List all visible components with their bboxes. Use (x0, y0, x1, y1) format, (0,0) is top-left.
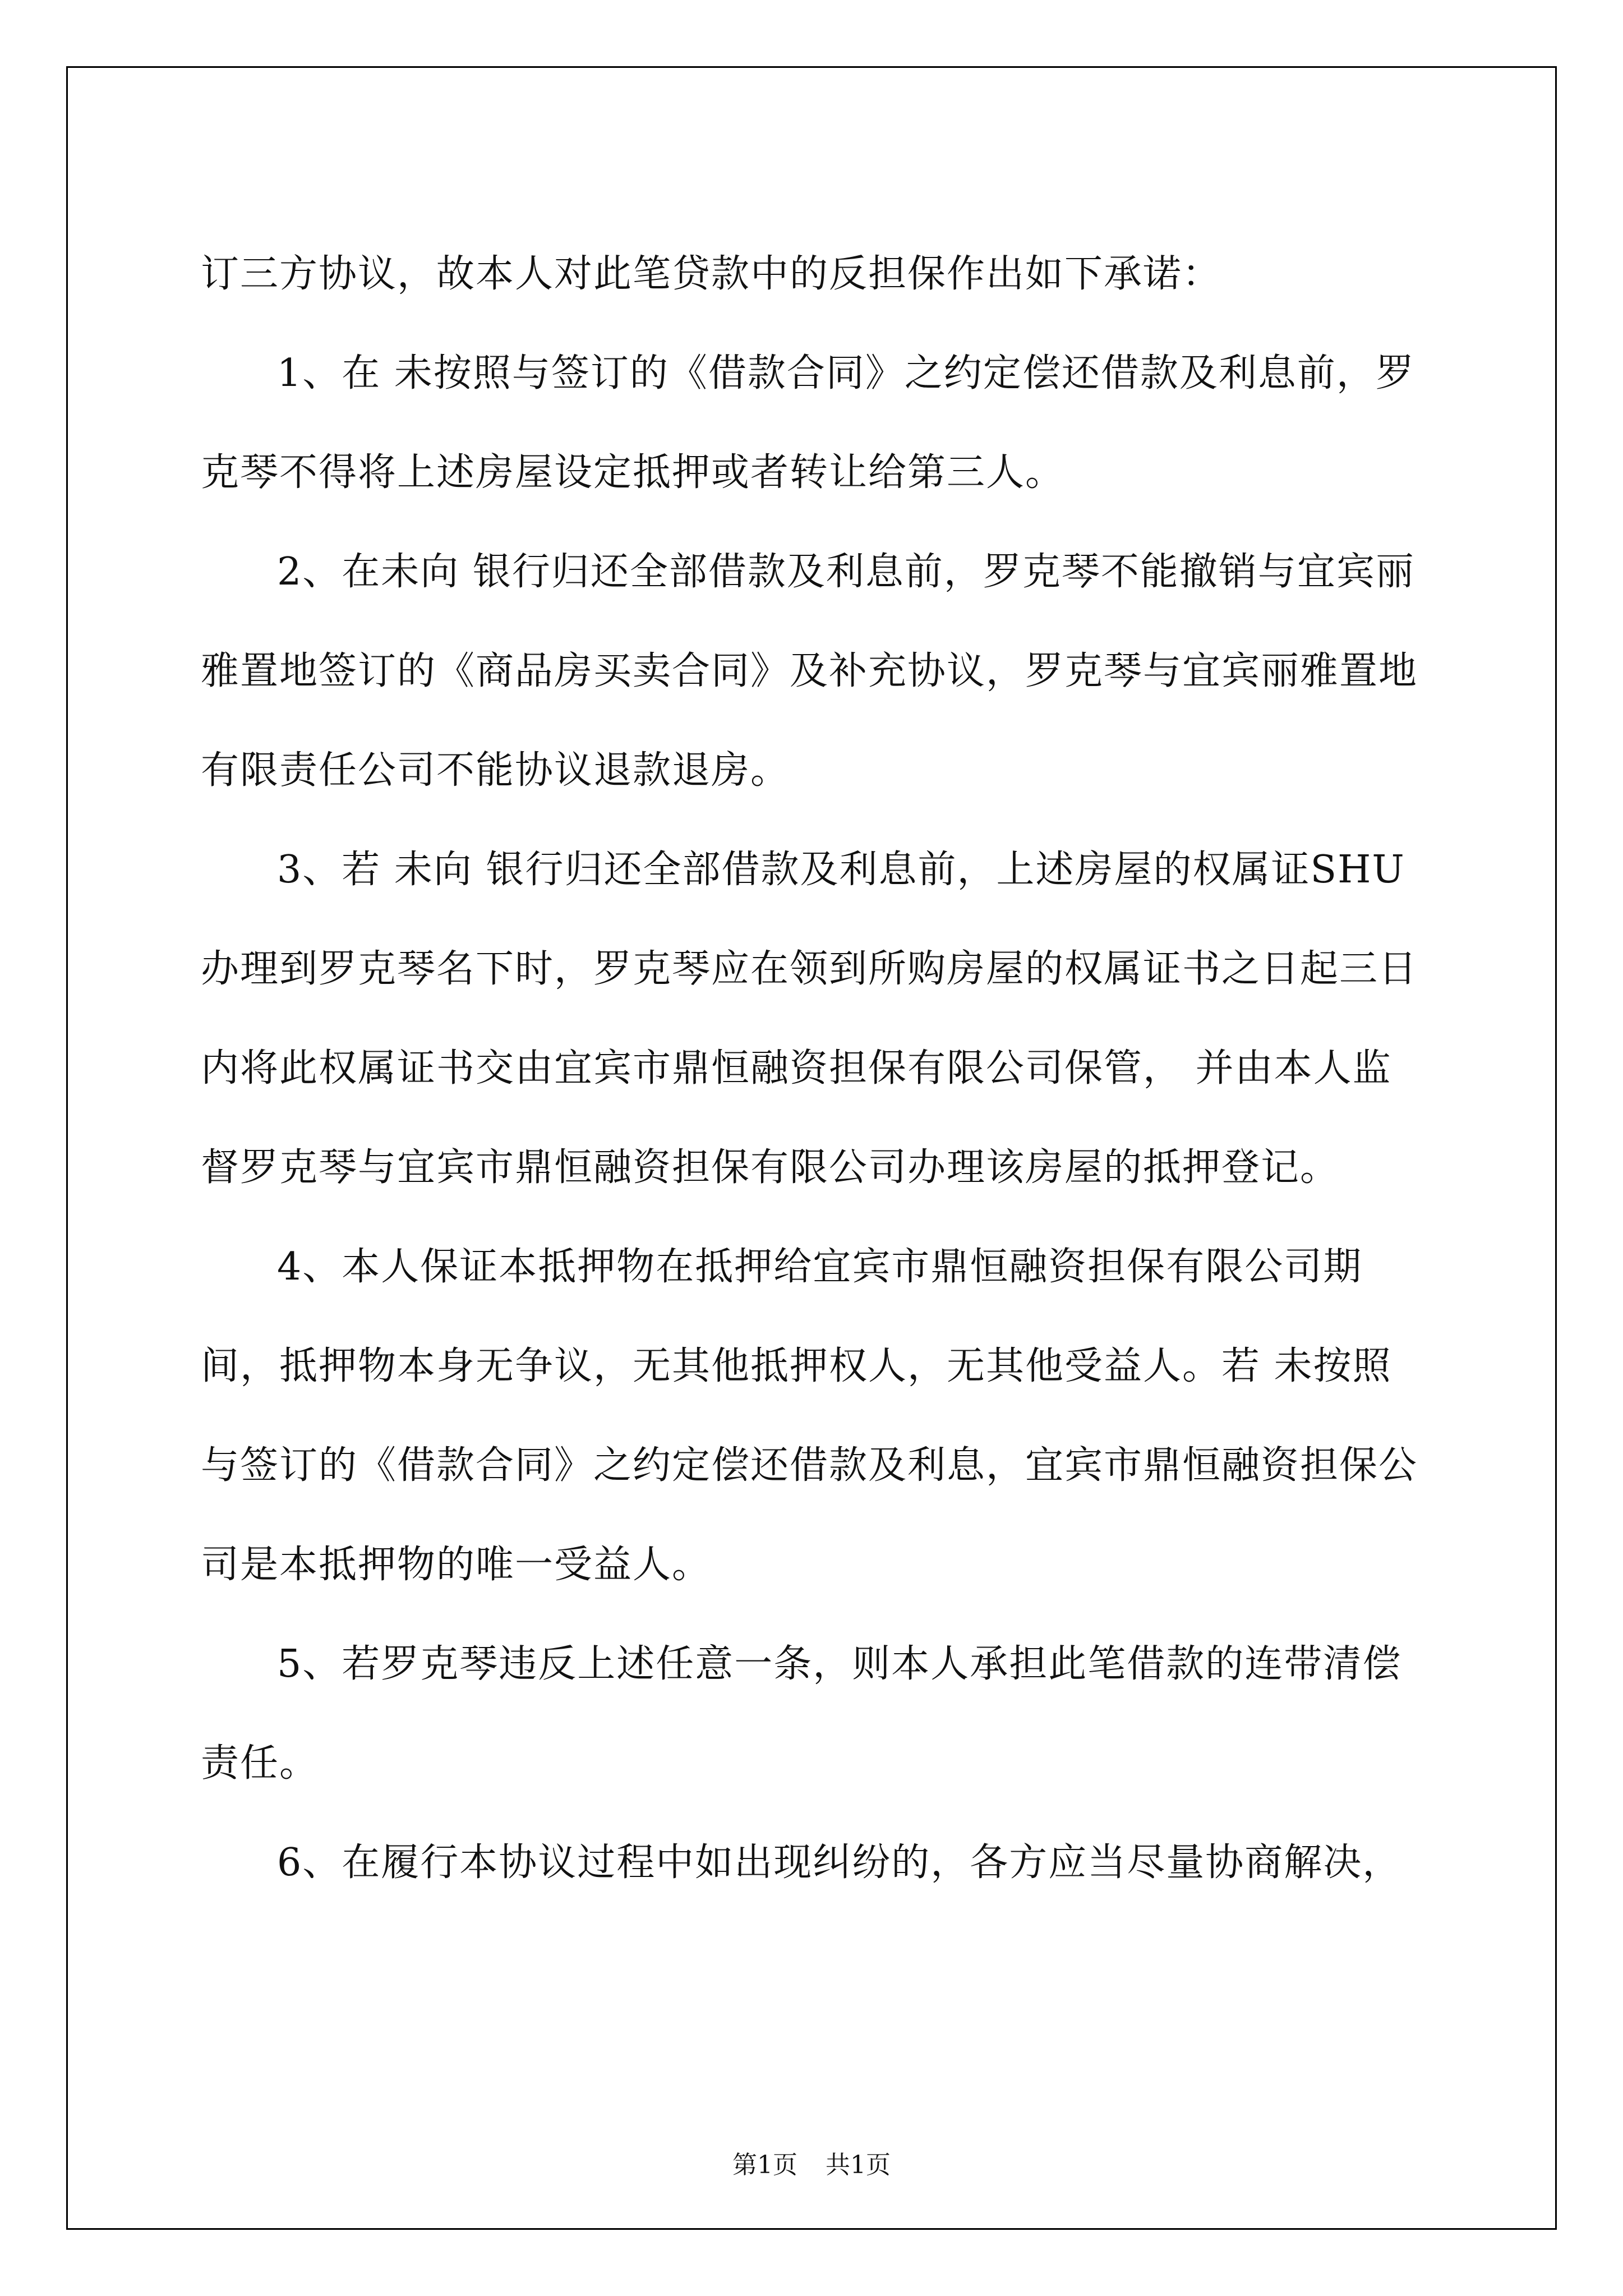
paragraph-item-4: 4、本人保证本抵押物在抵押给宜宾市鼎恒融资担保有限公司期间，抵押物本身无争议，无其他抵押权人，无其他受益人。若 未按照与签订的《借款合同》之约定偿还借款及利息，宜宾市鼎恒融资担保公司是本抵押物的唯一受益人。 (201, 1245, 1418, 1587)
paragraph-item-1: 1、在 未按照与签订的《借款合同》之约定偿还借款及利息前，罗克琴不得将上述房屋设定抵押或者转让给第三人。 (201, 351, 1415, 495)
page-footer (0, 2148, 1623, 2182)
paragraph-item-2: 2、在未向 银行归还全部借款及利息前，罗克琴不能撤销与宜宾丽雅置地签订的《商品房买卖合同》及补充协议，罗克琴与宜宾丽雅置地有限责任公司不能协议退款退房。 (201, 550, 1418, 793)
page-number-total: 共1页 (826, 2151, 891, 2179)
paragraph-item-6: 6、在履行本协议过程中如出现纠纷的，各方应当尽量协商解决， (277, 1841, 1402, 1885)
page-number-current: 第1页 (732, 2151, 797, 2179)
paragraph-item-3: 3、若 未向 银行归还全部借款及利息前，上述房屋的权属证SHU办理到罗克琴名下时，罗克琴应在领到所购房屋的权属证书之日起三日内将此权属证书交由宜宾市鼎恒融资担保有限公司保管， 并由本人监督罗克琴与宜宾市鼎恒融资担保有限公司办理该房屋的抵押登记。 (201, 848, 1418, 1190)
paragraph-continuation: 订三方协议，故本人对此笔贷款中的反担保作出如下承诺： (201, 252, 1222, 296)
document-body (201, 224, 1429, 1912)
paragraph-item-5: 5、若罗克琴违反上述任意一条，则本人承担此笔借款的连带清偿责任。 (201, 1642, 1402, 1786)
